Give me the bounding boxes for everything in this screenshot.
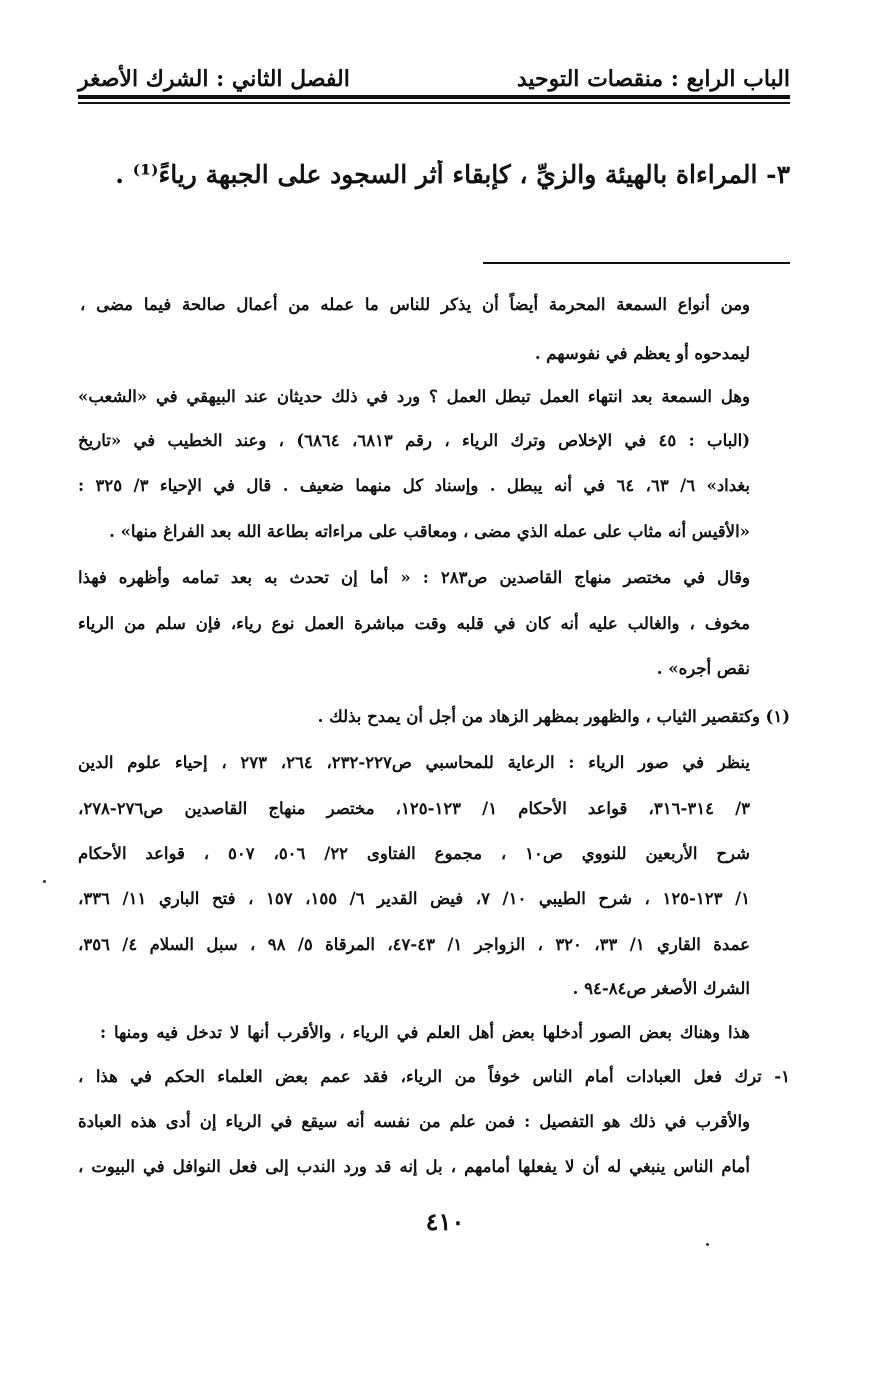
footnote-line: شرح الأربعين للنووي ص١٠ ، مجموع الفتاوى ٢٢/ ٥٠٦، ٥٠٧ ، قواعد الأحكام <box>78 844 750 863</box>
footnote-line: الشرك الأصغر ص٨٤-٩٤ . <box>572 979 750 998</box>
header-chapter: الباب الرابع : منقصات التوحيد <box>516 66 790 92</box>
footnote-line: «الأقيس أنه مثاب على عمله الذي مضى ، ومعاقب على مراءاته بطاعة الله بعد الفراغ منها» . <box>109 522 750 541</box>
footnote-line: ١/ ١٢٣-١٢٥ ، شرح الطيبي ١٠/ ٧، فيض القدير ٦/ ١٥٥، ١٥٧ ، فتح الباري ١١/ ٣٣٦، <box>78 889 750 908</box>
footnote-line: نقص أجره» . <box>656 659 750 678</box>
footnote-line: أمام الناس ينبغي له أن لا يفعلها أمامهم ، بل إنه قد ورد الندب إلى فعل النوافل في البيوت ، <box>78 1157 750 1176</box>
footnote-line: (الباب : ٤٥ في الإخلاص وترك الرياء ، رقم ٦٨١٣، ٦٨٦٤) ، وعند الخطيب في «تاريخ <box>78 431 750 450</box>
page-number: ٤١٠ <box>425 1207 465 1236</box>
footnote-line: وقال في مختصر منهاج القاصدين ص٢٨٣ : « أما إن تحدث به بعد تمامه وأظهره فهذا <box>78 568 750 587</box>
footnote-line: هذا وهناك بعض الصور أدخلها بعض أهل العلم في الرياء ، والأقرب أنها لا تدخل فيه ومنها : <box>100 1023 750 1042</box>
header-section: الفصل الثاني : الشرك الأصغر <box>78 66 350 92</box>
footnote-line: ينظر في صور الرياء : الرعاية للمحاسبي ص٢٢٧-٢٣٢، ٢٦٤، ٢٧٣ ، إحياء علوم الدين <box>78 753 750 772</box>
footnote-number: (١) <box>765 707 790 726</box>
footnote-line: ومن أنواع السمعة المحرمة أيضاً أن يذكر للناس ما عمله من أعمال صالحة فيما مضى ، <box>80 295 750 314</box>
footnote-line: مخوف ، والغالب عليه أنه كان في قلبه وقت مباشرة العمل نوع رياء، فإن سلم من الرياء <box>78 614 750 633</box>
footnote-line: ليمدحوه أو يعظم في نفوسهم . <box>534 344 750 363</box>
footnote-line: عمدة القاري ١/ ٣٣، ٣٢٠ ، الزواجر ١/ ٤٣-٤٧، المرقاة ٥/ ٩٨ ، سبل السلام ٤/ ٣٥٦، <box>78 935 750 954</box>
footnote-line: وهل السمعة بعد انتهاء العمل تبطل العمل ؟ ورد في ذلك حديثان عند البيهقي في «الشعب» <box>78 387 750 406</box>
main-text-item-3: ٣- المراءاة بالهيئة والزيِّ ، كإبقاء أثر السجود على الجبهة رياءً⁽¹⁾ . <box>115 160 790 189</box>
footnote-line: والأقرب في ذلك هو التفصيل : فمن علم من نفسه أنه سيقع في الرياء إن أدى هذه العبادة <box>78 1112 750 1131</box>
footnote-line: بغداد» ٦/ ٦٣، ٦٤ في أنه يبطل . وإسناد كل منهما ضعيف . قال في الإحياء ٣/ ٣٢٥ : <box>78 476 750 495</box>
footnote-line: ٣/ ٣١٤-٣١٦، قواعد الأحكام ١/ ١٢٣-١٢٥، مختصر منهاج القاصدين ص٢٧٦-٢٧٨، <box>78 799 750 818</box>
footnote-line: وكتقصير الثياب ، والظهور بمظهر الزهاد من أجل أن يمدح بذلك . <box>317 707 760 726</box>
footnote-line: ١- ترك فعل العبادات أمام الناس خوفاً من الرياء، فقد عمم بعض العلماء الحكم في هذا ، <box>78 1067 790 1086</box>
scan-speck <box>43 880 46 883</box>
scan-speck <box>706 1243 709 1246</box>
